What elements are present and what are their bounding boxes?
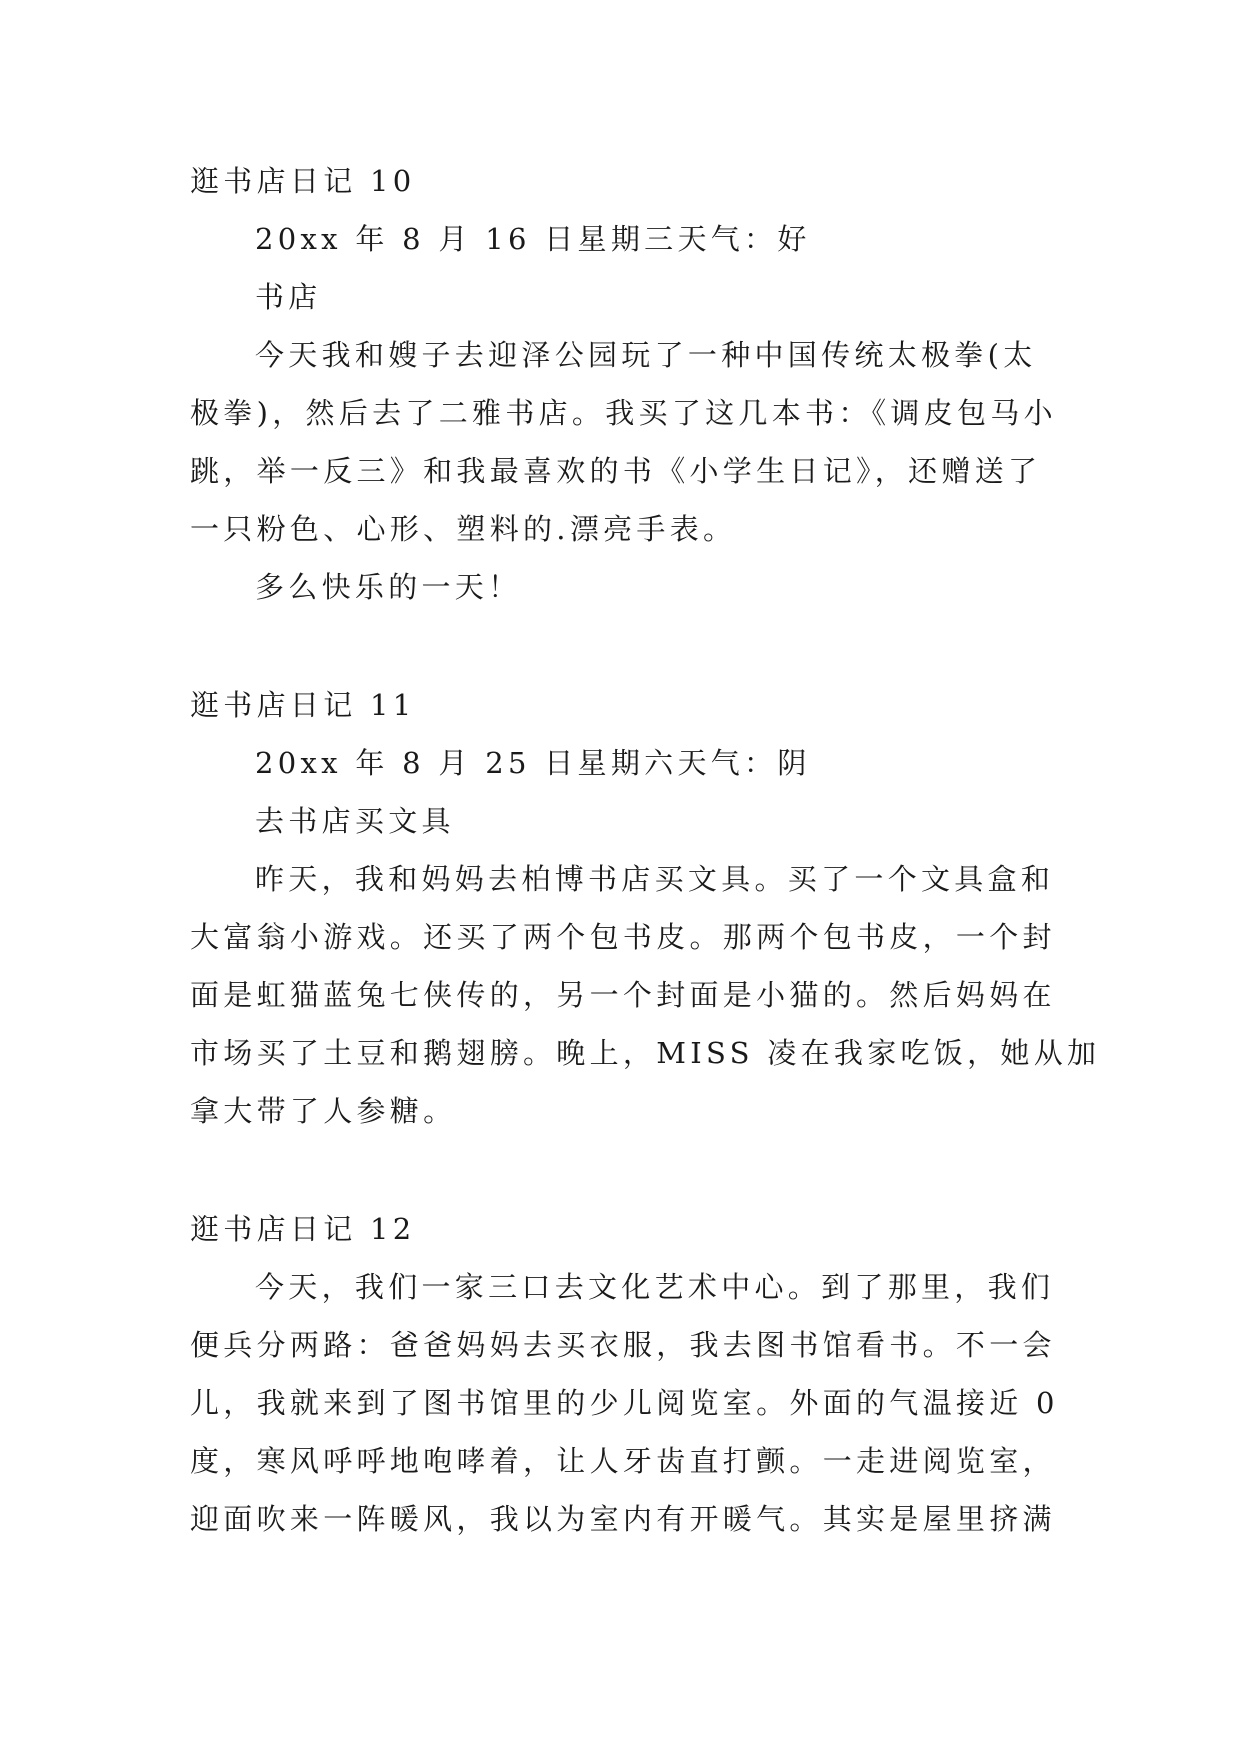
section-10-paragraph-line: 跳，举一反三》和我最喜欢的书《小学生日记》，还赠送了 <box>190 454 1042 488</box>
section-12-paragraph-line: 今天，我们一家三口去文化艺术中心。到了那里，我们 <box>255 1270 1055 1304</box>
section-11-paragraph-line: 拿大带了人参糖。 <box>190 1094 457 1128</box>
section-11-paragraph-line: 昨天，我和妈妈去柏博书店买文具。买了一个文具盒和 <box>255 862 1055 896</box>
section-12-paragraph-line: 度，寒风呼呼地咆哮着，让人牙齿直打颤。一走进阅览室， <box>190 1444 1056 1478</box>
section-11-paragraph-line: 大富翁小游戏。还买了两个包书皮。那两个包书皮，一个封 <box>190 920 1056 954</box>
section-10-subtitle: 书店 <box>255 280 322 314</box>
section-10-date-weather: 20xx 年 8 月 16 日星期三天气：好 <box>255 222 811 256</box>
section-10-paragraph-line: 一只粉色、心形、塑料的.漂亮手表。 <box>190 512 737 546</box>
section-11-subtitle: 去书店买文具 <box>255 804 455 838</box>
section-11-paragraph-line: 面是虹猫蓝兔七侠传的，另一个封面是小猫的。然后妈妈在 <box>190 978 1056 1012</box>
section-10-title: 逛书店日记 10 <box>190 164 416 198</box>
section-10-paragraph-line: 极拳)，然后去了二雅书店。我买了这几本书：《调皮包马小 <box>190 396 1057 430</box>
section-12-paragraph-line: 儿，我就来到了图书馆里的少儿阅览室。外面的气温接近 0 <box>190 1386 1059 1420</box>
section-11-title: 逛书店日记 11 <box>190 688 416 722</box>
section-10-closing: 多么快乐的一天！ <box>255 570 522 604</box>
section-11-paragraph-line: 市场买了土豆和鹅翅膀。晚上，MISS 凌在我家吃饭，她从加 <box>190 1036 1101 1070</box>
section-12-title: 逛书店日记 12 <box>190 1212 416 1246</box>
section-12-paragraph-line: 便兵分两路：爸爸妈妈去买衣服，我去图书馆看书。不一会 <box>190 1328 1056 1362</box>
section-12-paragraph-line: 迎面吹来一阵暖风，我以为室内有开暖气。其实是屋里挤满 <box>190 1502 1056 1536</box>
section-10-paragraph-line: 今天我和嫂子去迎泽公园玩了一种中国传统太极拳(太 <box>255 338 1037 372</box>
section-11-date-weather: 20xx 年 8 月 25 日星期六天气：阴 <box>255 746 811 780</box>
